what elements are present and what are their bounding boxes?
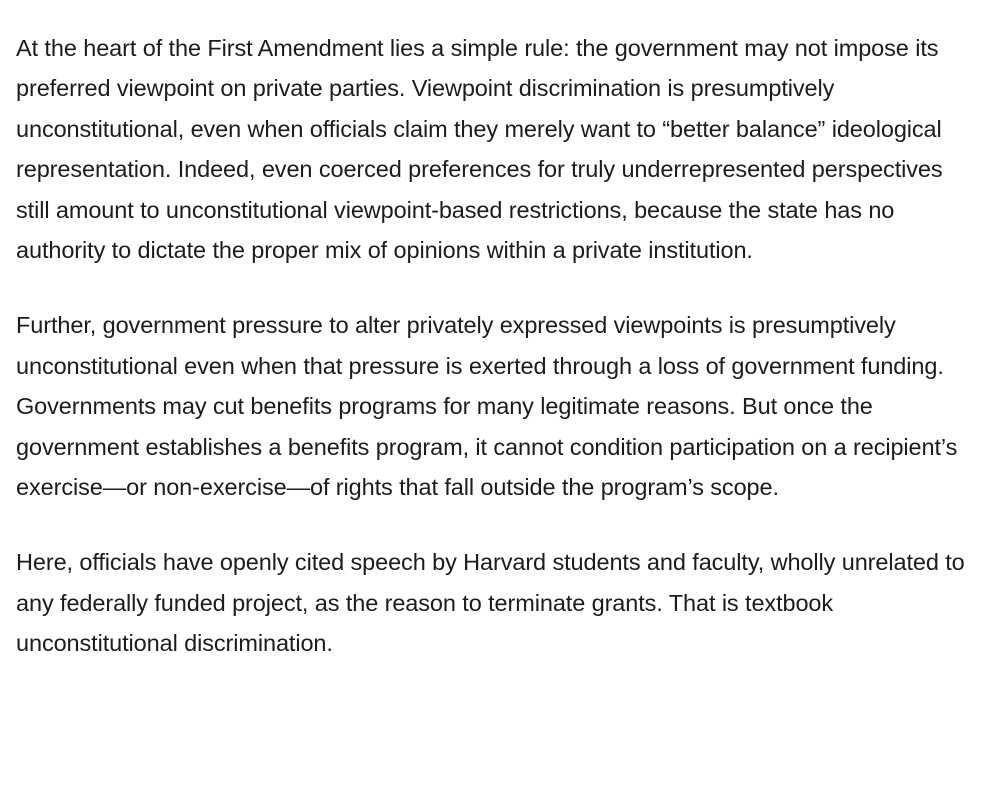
article-body xyxy=(16,28,982,664)
paragraph-first-amendment-rule: At the heart of the First Amendment lies a simple rule: the government may not impose its preferred viewpoint on private parties. Viewpoint discrimination is presumptively unconstitutional, even when officials claim they merely want to “better balance” ideological representation. Indeed, even coerced preferences for truly underrepresented perspectives still amount to unconstitutional viewpoint-based restrictions, because the state has no authority to dictate the proper mix of opinions within a private institution. xyxy=(16,35,943,264)
paragraph-government-funding: Further, government pressure to alter privately expressed viewpoints is presumptively unconstitutional even when that pressure is exerted through a loss of government funding. Governments may cut benefits programs for many legitimate reasons. But once the government establishes a benefits program, it cannot condition participation on a recipient’s exercise—or non-exercise—of rights that fall outside the program’s scope. xyxy=(16,312,958,501)
paragraph-harvard-grants: Here, officials have openly cited speech by Harvard students and faculty, wholly unrelated to any federally funded project, as the reason to terminate grants. That is textbook unconstitutional discrimination. xyxy=(16,549,965,657)
